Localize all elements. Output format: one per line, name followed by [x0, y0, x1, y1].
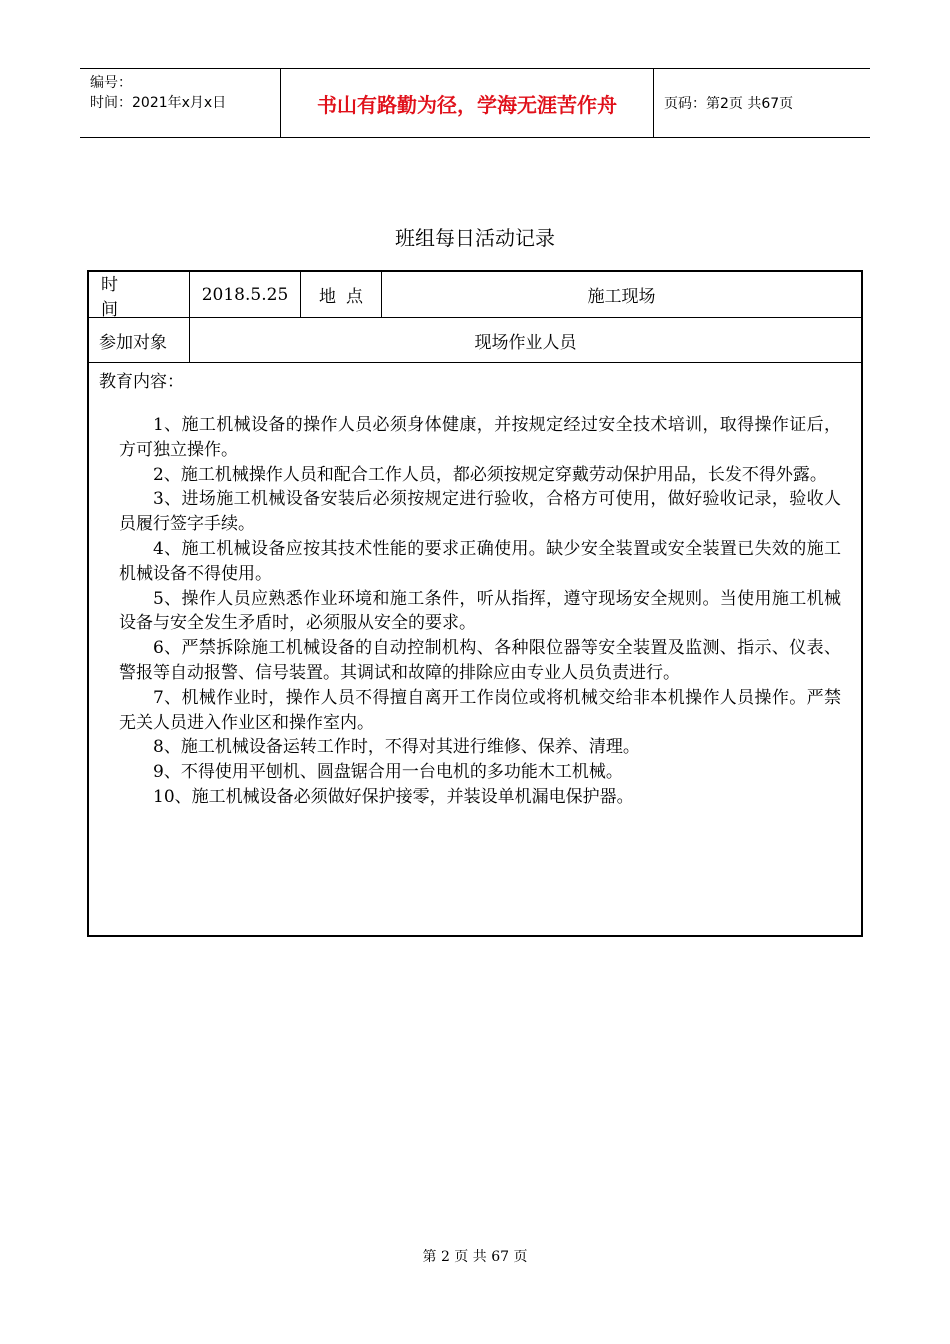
- header-date: 时间：2021年x月x日: [90, 95, 227, 111]
- place-value: 施工现场: [587, 287, 656, 307]
- header-meta: [80, 69, 281, 137]
- list-item: 4、施工机械设备应按其技术性能的要求正确使用。缺少安全装置或安全装置已失效的施工机械设备不得使用。: [119, 538, 841, 584]
- list-item: 3、进场施工机械设备安装后必须按规定进行验收，合格方可使用，做好验收记录，验收人员履行签字手续。: [119, 489, 841, 535]
- list-item: 9、不得使用平刨机、圆盘锯合用一台电机的多功能木工机械。: [153, 762, 623, 783]
- page-header: [80, 68, 870, 138]
- participants-label: 参加对象: [89, 318, 190, 362]
- education-content: [89, 363, 861, 810]
- time-label-cell: [89, 272, 190, 320]
- content-label: 教育内容：: [99, 372, 184, 392]
- list-item: 5、操作人员应熟悉作业环境和施工条件，听从指挥，遵守现场安全规则。当使用施工机械设备与安全发生矛盾时，必须服从安全的要求。: [119, 588, 841, 634]
- header-page-info: 页码：第2页 共67页: [664, 96, 794, 112]
- page-footer: 第 2 页 共 67 页: [422, 1249, 528, 1265]
- participants-value: 现场作业人员: [474, 332, 577, 353]
- activity-record-table: [87, 270, 863, 937]
- list-item: 2、施工机械操作人员和配合工作人员，都必须按规定穿戴劳动保护用品，长发不得外露。: [153, 464, 827, 485]
- list-item: 10、施工机械设备必须做好保护接零，并装设单机漏电保护器。: [153, 786, 634, 807]
- time-value: 2018.5.25: [190, 272, 301, 317]
- place-label-cell: [301, 272, 382, 317]
- list-item: 8、施工机械设备运转工作时，不得对其进行维修、保养、清理。: [153, 737, 640, 758]
- document-title: 班组每日活动记录: [395, 226, 555, 250]
- place-label: 地点: [319, 287, 373, 307]
- header-number-label: 编号：: [90, 75, 132, 91]
- list-item: 6、严禁拆除施工机械设备的自动控制机构、各种限位器等安全装置及监测、指示、仪表、警报等自动报警、信号装置。其调试和故障的排除应由专业人员负责进行。: [119, 638, 841, 683]
- time-label: 时间: [101, 274, 152, 320]
- table-row-participants: [89, 318, 861, 363]
- header-motto: 书山有路勤为径，学海无涯苦作舟: [281, 69, 654, 137]
- list-item: 1、施工机械设备的操作人员必须身体健康，并按规定经过安全技术培训，取得操作证后，方可独立操作。: [119, 415, 841, 460]
- table-row-time-place: [89, 272, 861, 318]
- list-item: 7、机械作业时，操作人员不得擅自离开工作岗位或将机械交给非本机操作人员操作。严禁无关人员进入作业区和操作室内。: [119, 687, 841, 733]
